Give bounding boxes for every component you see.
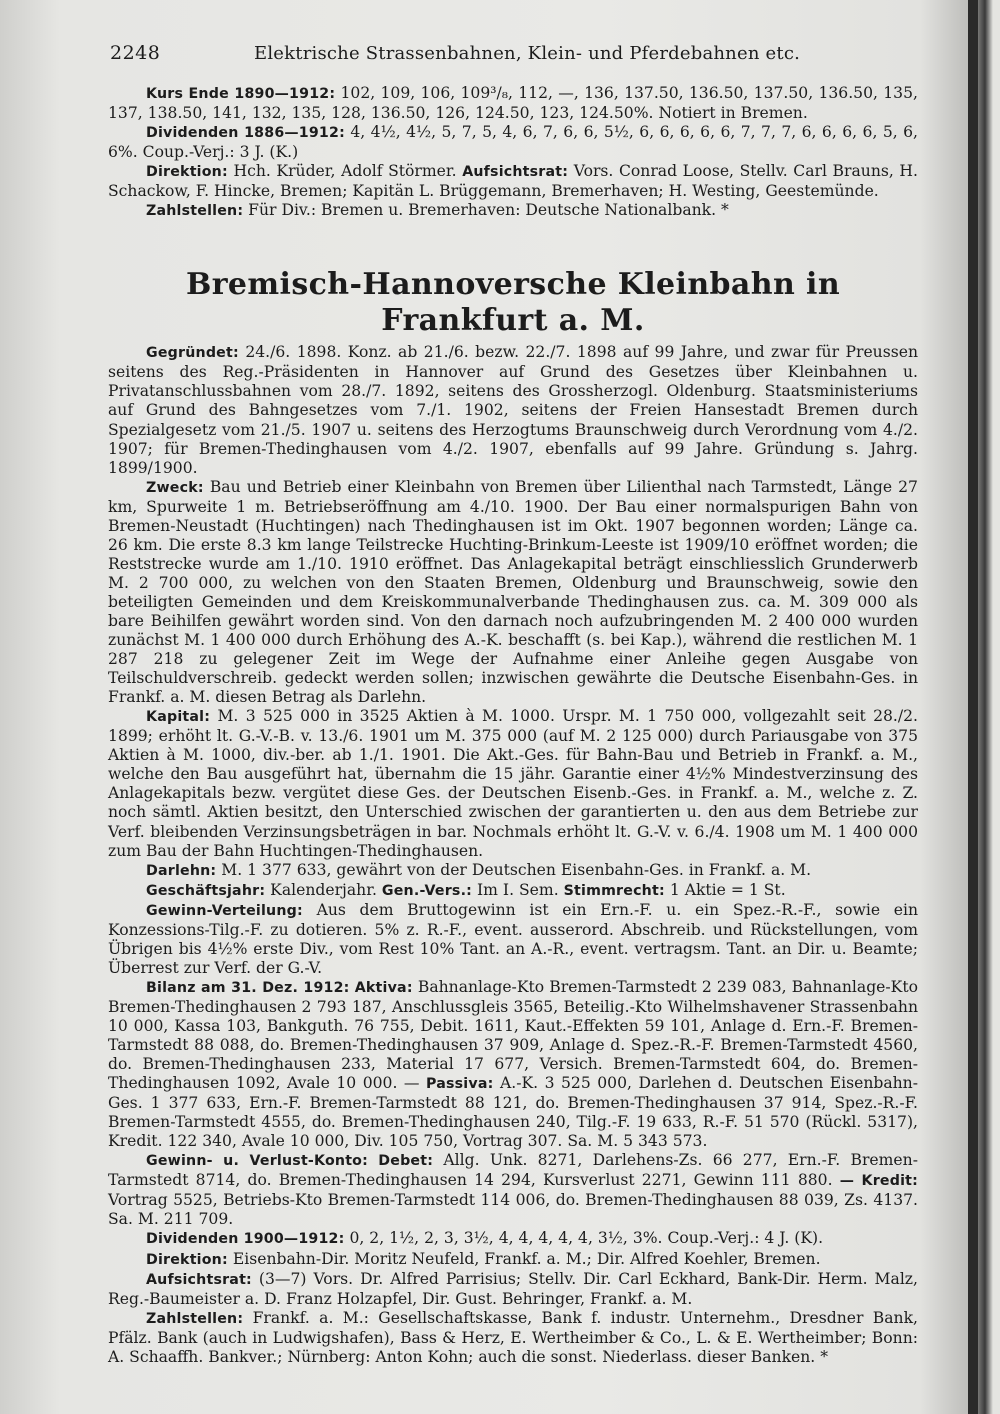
page-body [108,84,918,1367]
aktiva-label: Aktiva: [354,979,413,996]
aufsichtsrat2-paragraph [108,1270,918,1309]
zahlstellen-paragraph [108,201,918,221]
gegruendet-paragraph [108,343,918,477]
gewinnverteilung-label: Gewinn-Verteilung: [146,902,303,919]
aufsichtsrat-label: Aufsichtsrat: [462,164,569,181]
direktion2-paragraph [108,1250,918,1270]
direktion2-label: Direktion: [146,1251,228,1268]
kurs-text: 102, 109, 106, 109³/₈, 112, —, 136, 137.50, 136.50, 137.50, 136.50, 135, 137, 138.50, 141, 132, 135, 128, 136.50, 126, 124.50, 123, 124.50%. Notiert in Bremen. [108,84,918,123]
guv-label: Gewinn- u. Verlust-Konto: [146,1153,369,1170]
zahlstellen-label: Zahlstellen: [146,203,244,220]
dividenden-paragraph [108,123,918,162]
zahlstellen-text: Für Div.: Bremen u. Bremerhaven: Deutsche Nationalbank. * [248,201,729,220]
page-header [110,42,970,64]
dividenden-label: Dividenden 1886—1912: [146,125,345,142]
guv-kredit-text: Vortrag 5525, Betriebs-Kto Bremen-Tarmstedt 114 006, do. Bremen-Thedinghausen 88 039, Zs. 4137. Sa. M. 211 709. [108,1191,918,1229]
company-title: Bremisch-Hannoversche Kleinbahn in Frankfurt a. M. [185,267,841,339]
zahlstellen2-paragraph [108,1309,918,1367]
direktion-text: Hch. Krüder, Adolf Störmer. [233,162,457,181]
direktion-aufsichtsrat-paragraph [108,162,918,201]
gewinnverteilung-text: Aus dem Bruttogewinn ist ein Ern.-F. u. ein Spez.-R.-F., sowie ein Konzessions-Tilg.-F. zu dotieren. 5% z. R.-F., event. ausserord. Abschreib. und Rückstellungen, vom Übrigen bis 4½% erste Div., vom Rest 10% Tant. an A.-R., event. vertragsm. Tant. an Dir. u. Beamte; Überrest zur Verf. der G.-V. [108,900,918,977]
geschaeftsjahr-label: Geschäftsjahr: [146,882,266,899]
direktion2-text: Eisenbahn-Dir. Moritz Neufeld, Frankf. a. M.; Dir. Alfred Koehler, Bremen. [232,1249,821,1268]
darlehn-paragraph [108,861,918,881]
kapital-text: M. 3 525 000 in 3525 Aktien à M. 1000. Urspr. M. 1 750 000, vollgezahlt seit 28./2. 1899; erhöht lt. G.-V.-B. v. 13./6. 1901 um M. 375 000 (auf M. 2 125 000) durch Pariausgabe von 375 Aktien à M. 1000, div.-ber. ab 1./1. 1901. Die Akt.-Ges. für Bahn-Bau und Betrieb in Frankf. a. M., welche den Bau ausgeführt hat, übernahm die 15 jähr. Garantie einer 4½% Mindestverzinsung des Anlagekapitals bezw. vergütet diese Ges. der Deutschen Eisenb.-Ges. in Frankf. a. M., welche z. Z. noch sämtl. Aktien besitzt, den Unterschied zwischen der garantierten u. den aus dem Betriebe zur Verf. bleibenden Verzinsungsbeträgen in bar. Nochmals erhöht lt. G.-V. v. 6./4. 1908 um M. 1 400 000 zum Bau der Bahn Huchtingen-Thedinghausen. [108,707,918,860]
direktion-label: Direktion: [146,164,228,181]
stimmrecht-label: Stimmrecht: [563,882,665,899]
geschaeftsjahr-text: Kalenderjahr. [270,880,377,899]
genvers-label: Gen.-Vers.: [381,882,473,899]
passiva-label: Passiva: [426,1076,494,1093]
gegruendet-label: Gegründet: [146,345,239,362]
guv-kredit-label: — Kredit: [839,1173,918,1190]
geschaeftsjahr-paragraph [108,881,918,901]
dividenden2-text: 0, 2, 1½, 2, 3, 3½, 4, 4, 4, 4, 4, 3½, 3%. Coup.-Verj.: 4 J. (K). [349,1229,824,1248]
running-title: Elektrische Strassenbahnen, Klein- und Pferdebahnen etc. [254,43,801,64]
aktiva-text: Bahnanlage-Kto Bremen-Tarmstedt 2 239 083, Bahnanlage-Kto Bremen-Thedinghausen 2 793 187, Anschlussgleis 3565, Beteilig.-Kto Wilhelmshavener Strassenbahn 10 000, Kassa 103, Bankguth. 76 755, Debit. 1611, Kaut.-Effekten 59 101, Anlage d. Ern.-F. Bremen-Tarmstedt 88 088, do. Bremen-Thedinghausen 37 909, Anlage d. Spez.-R.-F. Bremen-Tarmstedt 4560, do. Bremen-Thedinghausen 233, Material 17 677, Versich. Bremen-Tarmstedt 604, do. Bremen-Thedinghausen 1092, Avale 10 000. — [108,977,918,1093]
guv-debet-text: Allg. Unk. 8271, Darlehens-Zs. 66 277, Ern.-F. Bremen-Tarmstedt 8714, do. Bremen-Thedinghausen 14 294, Kursverlust 2271, Gewinn 111 880. [108,1151,918,1190]
gewinnverteilung-paragraph [108,901,918,978]
dividenden-text: 4, 4½, 4½, 5, 7, 5, 4, 6, 7, 6, 6, 5½, 6, 6, 6, 6, 6, 7, 7, 7, 6, 6, 6, 6, 5, 6, 6%. Coup.-Verj.: 3 J. (K.) [108,123,918,162]
dividenden2-label: Dividenden 1900—1912: [146,1231,345,1248]
guv-paragraph [108,1151,918,1229]
aufsichtsrat2-label: Aufsichtsrat: [146,1271,252,1288]
dividenden2-paragraph [108,1229,918,1249]
zahlstellen2-text: Frankf. a. M.: Gesellschaftskasse, Bank f. industr. Unternehm., Dresdner Bank, Pfälz. Bank (auch in Ludwigshafen), Bass & Herz, E. Wertheimber & Co., L. & E. Wertheimber; Bonn: A. Schaaffh. Bankver.; Nürnberg: Anton Kohn; auch die sonst. Niederlass. dieser Banken. * [108,1308,918,1366]
stimmrecht-text: 1 Aktie = 1 St. [669,880,786,899]
aufsichtsrat-text: Vors. Conrad Loose, Stellv. Carl Brauns, H. Schackow, F. Hincke, Bremen; Kapitän L. Brüggemann, Bremerhaven; H. Westing, Geestemünde. [108,162,918,201]
genvers-text: Im I. Sem. [477,880,559,899]
page-number: 2248 [110,42,161,64]
zweck-paragraph [108,478,918,708]
kapital-label: Kapital: [146,709,211,726]
gegruendet-text: 24./6. 1898. Konz. ab 21./6. bezw. 22./7. 1898 auf 99 Jahre, und zwar für Preussen seitens des Reg.-Präsidenten in Hannover auf Grund des Gesetzes über Kleinbahnen u. Privatanschlussbahnen vom 28./7. 1892, seitens des Grossherzogl. Oldenburg. Staatsministeriums auf Grund des Bahngesetzes vom 7./1. 1902, seitens der Freien Hansestadt Bremen durch Spezialgesetz vom 21./5. 1907 u. seitens des Herzogtums Braunschweig durch Verordnung vom 4./2. 1907; für Bremen-Thedinghausen vom 4./2. 1907, ebenfalls auf 99 Jahre. Gründung s. Jahrg. 1899/1900. [108,343,918,477]
guv-debet-label: Debet: [378,1153,434,1170]
book-gutter-shadow [968,0,978,1414]
passiva-text: A.-K. 3 525 000, Darlehen d. Deutschen Eisenbahn-Ges. 1 377 633, Ern.-F. Bremen-Tarmstedt 88 121, do. Bremen-Thedinghausen 37 914, Spez.-R.-F. Bremen-Tarmstedt 4555, do. Bremen-Thedinghausen 240, Tilg.-F. 19 633, R.-F. 51 570 (Rückl. 5317), Kredit. 122 340, Avale 10 000, Div. 105 750, Vortrag 307. Sa. M. 5 343 573. [108,1074,918,1151]
zahlstellen2-label: Zahlstellen: [146,1310,244,1327]
bilanz-paragraph [108,978,918,1151]
zweck-text: Bau und Betrieb einer Kleinbahn von Bremen über Lilienthal nach Tarmstedt, Länge 27 km, Spurweite 1 m. Betriebseröffnung am 4./10. 1900. Der Bau einer normalspurigen Bahn von Bremen-Neustadt (Huchtingen) nach Thedinghausen ist im Okt. 1907 begonnen worden; Länge ca. 26 km. Die erste 8.3 km lange Teilstrecke Huchting-Brinkum-Leeste ist 1909/10 eröffnet worden; die Reststrecke wurde am 1./10. 1910 eröffnet. Das Anlagekapital beträgt einschliesslich Grunderwerb M. 2 700 000, zu welchen von den Staaten Bremen, Oldenburg und Braunschweig, sowie den beteiligten Gemeinden und dem Kreiskommunalverbande Thedinghausen zus. ca. M. 309 000 als bare Beihilfen gewährt worden sind. Von den darnach noch aufzubringenden M. 2 400 000 wurden zunächst M. 1 400 000 durch Erhöhung des A.-K. beschafft (s. bei Kap.), während die restlichen M. 1 287 218 zu gelegener Zeit im Wege der Aufnahme einer Anleihe gegen Ausgabe von Teilschuldverschreib. gedeckt werden sollen; inzwischen gewährte die Deutsche Eisenbahn-Ges. in Frankf. a. M. diesen Betrag als Darlehn. [108,477,918,707]
aufsichtsrat2-text: (3—7) Vors. Dr. Alfred Parrisius; Stellv. Dir. Carl Eckhard, Bank-Dir. Herm. Malz, Reg.-Baumeister a. D. Franz Holzapfel, Dir. Gust. Behringer, Frankf. a. M. [108,1269,918,1308]
kurs-label: Kurs Ende 1890—1912: [146,86,336,102]
zweck-label: Zweck: [146,479,204,496]
darlehn-text: M. 1 377 633, gewährt von der Deutschen Eisenbahn-Ges. in Frankf. a. M. [221,860,812,879]
kurs-paragraph [108,84,918,123]
adjacent-page-edge [984,0,1000,1414]
bilanz-label: Bilanz am 31. Dez. 1912: [146,979,350,996]
darlehn-label: Darlehn: [146,862,217,879]
kapital-paragraph [108,707,918,860]
